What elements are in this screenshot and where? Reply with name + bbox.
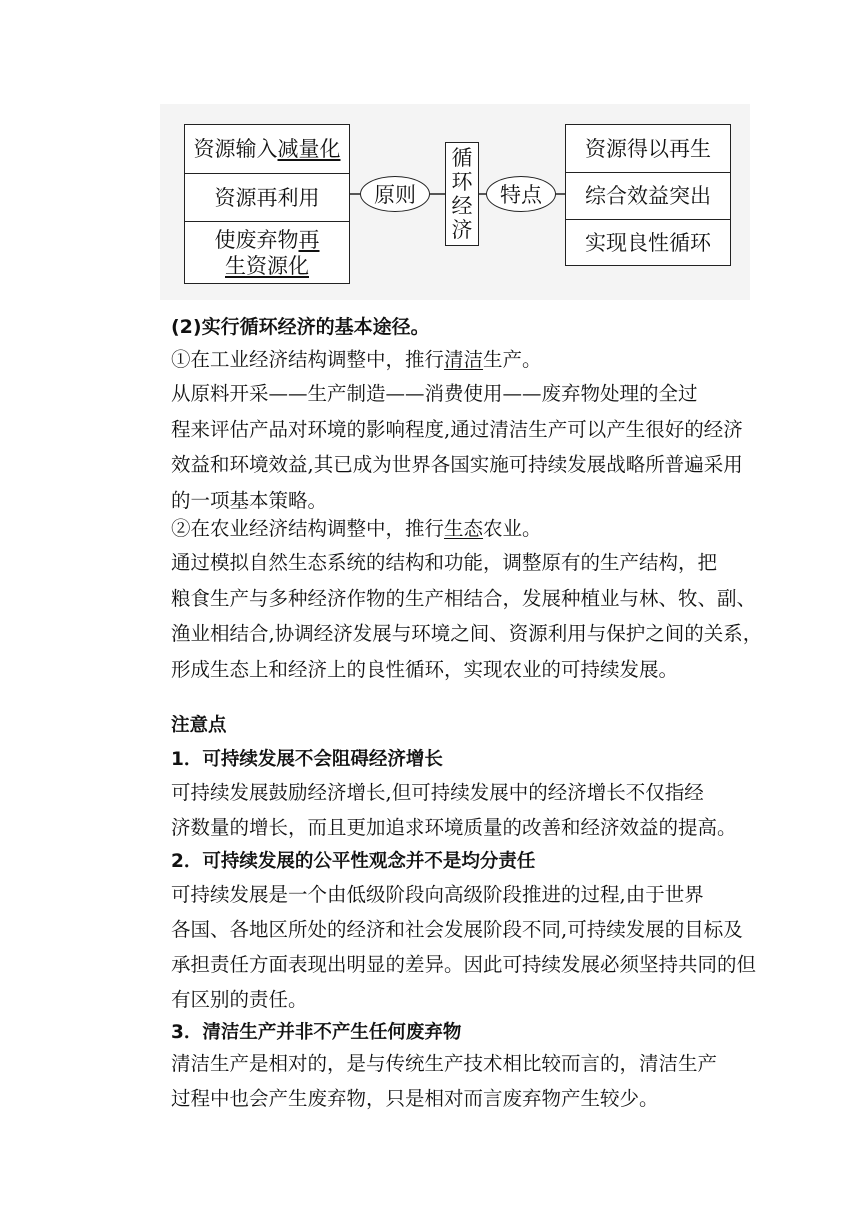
feature-oval: 特点 (486, 176, 556, 212)
note-1-heading: 1．可持续发展不会阻碍经济增长 (171, 749, 443, 770)
notes-title: 注意点 (171, 715, 227, 736)
agriculture-item: ②在农业经济结构调整中，推行生态农业。 (171, 517, 542, 540)
principle-reuse: 资源再利用 (185, 173, 349, 221)
principle-oval: 原则 (360, 176, 430, 212)
note-3-heading: 3．清洁生产并非不产生任何废弃物 (171, 1022, 462, 1043)
circular-economy-diagram (160, 104, 750, 300)
principle-recycle: 使废弃物再 生资源化 (185, 221, 349, 283)
note-1-text: 可持续发展鼓励经济增长,但可持续发展中的经济增长不仅指经 济数量的增长，而且更加追求环境质量的改善和经济效益的提高。 (171, 781, 737, 839)
feature-benefit: 综合效益突出 (566, 172, 730, 219)
feature-box (565, 124, 731, 266)
principle-box (184, 124, 350, 284)
feature-regeneration: 资源得以再生 (585, 136, 711, 161)
circular-economy-label: 循 环 经 济 (445, 142, 479, 246)
note-3-text: 清洁生产是相对的，是与传统生产技术相比较而言的，清洁生产 过程中也会产生废弃物，只是相对而言废弃物产生较少。 (171, 1052, 718, 1110)
section-heading: (2)实行循环经济的基本途径。 (171, 316, 430, 338)
eco-agriculture-paragraph: 通过模拟自然生态系统的结构和功能，调整原有的生产结构，把 粮食生产与多种经济作物的生产相结合，发展种植业与林、牧、副、 渔业相结合,协调经济发展与环境之间、资源利用与保护之间的关系， 形成生态上和经济上的良性循环，实现农业的可持续发展。 (171, 551, 763, 681)
principle-reduce: 资源输入 减量化 (193, 137, 341, 161)
feature-cycle: 实现良性循环 (566, 219, 730, 265)
note-2-text: 可持续发展是一个由低级阶段向高级阶段推进的过程,由于世界 各国、各地区所处的经济和社会发展阶段不同,可持续发展的目标及 承担责任方面表现出明显的差异。因此可持续发展必须坚持共同的但 有区别的责任。 (171, 883, 757, 1011)
note-2-heading: 2．可持续发展的公平性观念并不是均分责任 (171, 851, 536, 872)
industry-item: ①在工业经济结构调整中，推行清洁生产。 (171, 348, 542, 371)
clean-production-paragraph: 从原料开采——生产制造——消费使用——废弃物处理的全过 程来评估产品对环境的影响程度,通过清洁生产可以产生很好的经济 效益和环境效益,其已成为世界各国实施可持续发展战略所普遍采用 的一项基本策略。 (171, 382, 743, 512)
